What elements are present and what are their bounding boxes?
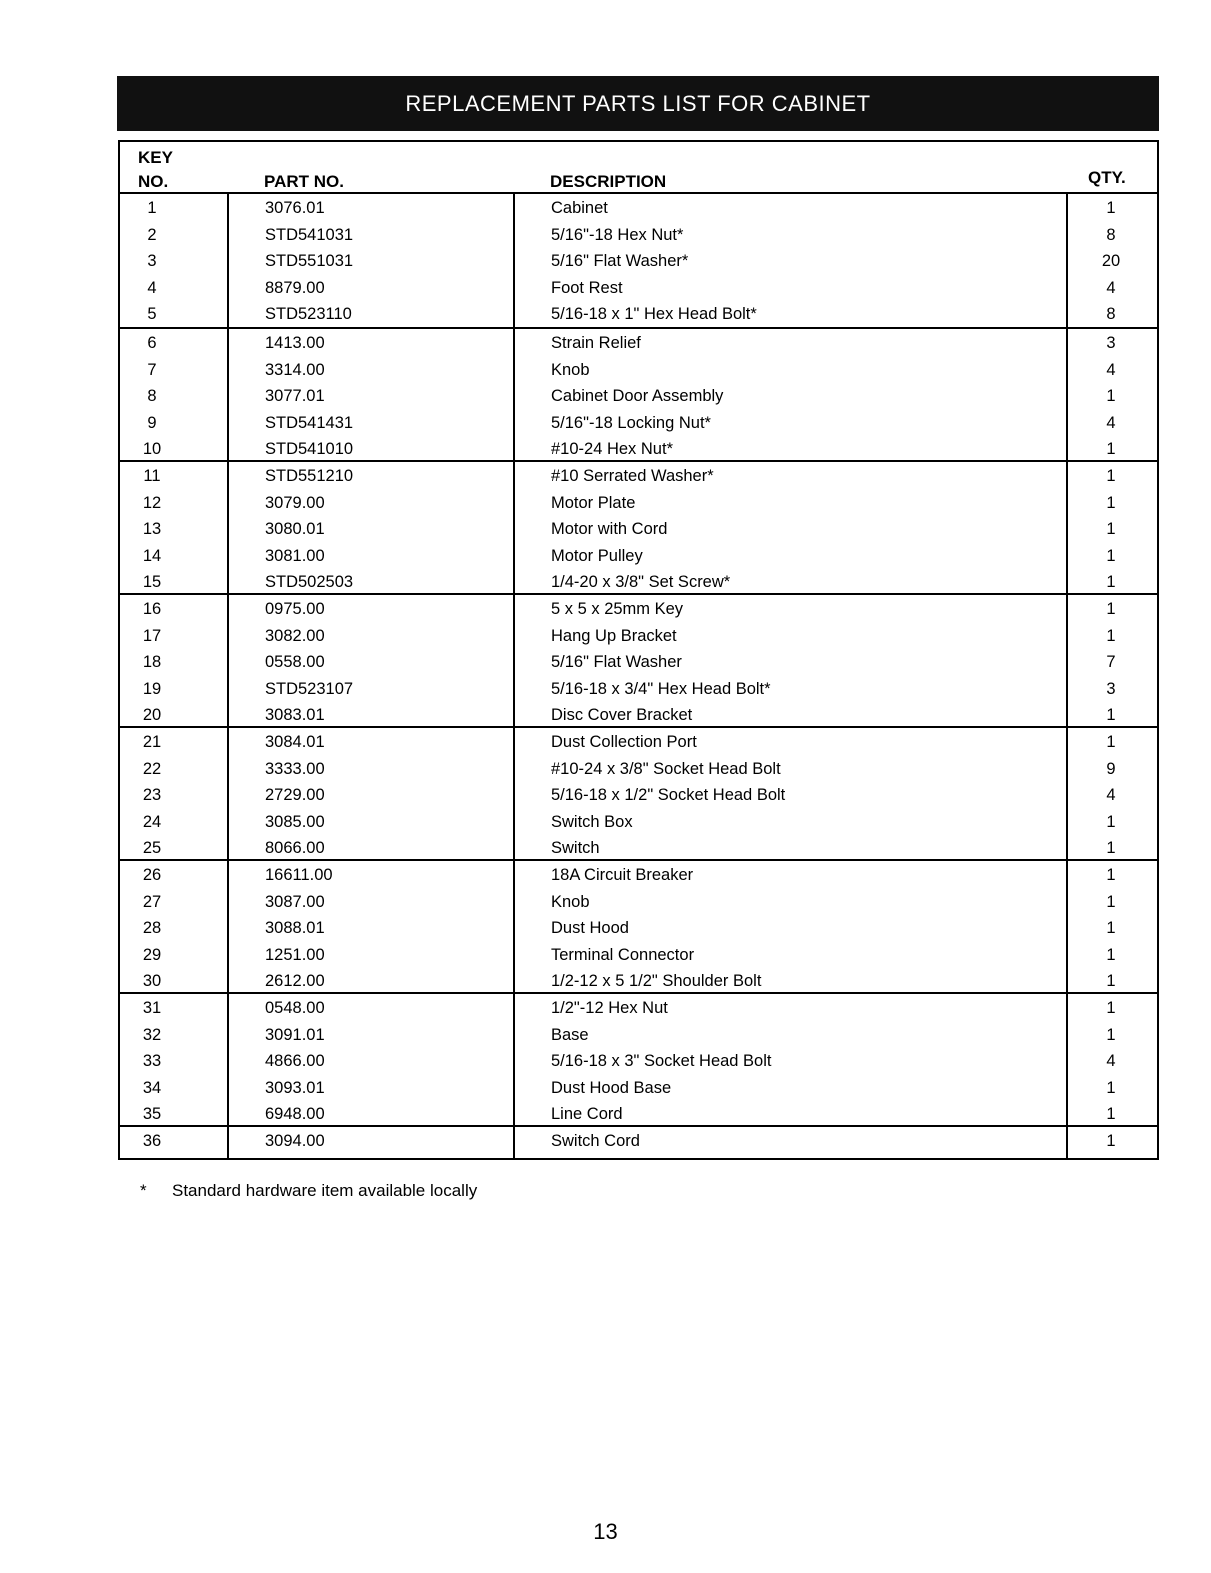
description-cell: 1/2"-12 Hex Nut: [551, 999, 668, 1017]
description-cell: Terminal Connector: [551, 945, 695, 964]
part-no-cell: 4866.00: [265, 1052, 325, 1071]
qty-cell: 1: [1106, 493, 1116, 512]
part-no-cell: STD541031: [265, 225, 354, 244]
description-cell: Switch Cord: [551, 1132, 640, 1150]
description-cell: Knob: [551, 892, 590, 911]
qty-cell: 1: [1106, 945, 1116, 964]
table-row: [120, 808, 1157, 835]
description-cell: Cabinet Door Assembly: [551, 387, 724, 406]
qty-cell: 1: [1106, 733, 1116, 751]
header-qty: QTY.: [1088, 168, 1126, 187]
key-cell: 26: [142, 866, 162, 884]
table-row: [120, 435, 1157, 462]
row-group: [120, 460, 1157, 593]
description-cell: 5 x 5 x 25mm Key: [551, 600, 684, 618]
table-row: [120, 382, 1157, 409]
qty-cell: 1: [1106, 866, 1116, 884]
key-cell: 7: [147, 360, 157, 379]
key-cell: 1: [147, 199, 157, 217]
part-no-cell: 3082.00: [265, 626, 325, 645]
table-row: [120, 595, 1157, 622]
part-no-cell: 3085.00: [265, 812, 325, 831]
description-cell: Switch: [551, 839, 600, 858]
table-row: [120, 274, 1157, 301]
description-cell: Hang Up Bracket: [551, 626, 677, 645]
part-no-cell: 3081.00: [265, 546, 325, 565]
qty-cell: 4: [1106, 1052, 1116, 1071]
key-cell: 8: [147, 387, 157, 406]
table-row: [120, 967, 1157, 994]
key-cell: 28: [142, 919, 162, 938]
qty-cell: 1: [1106, 520, 1116, 539]
qty-cell: 1: [1106, 1025, 1116, 1044]
description-cell: 5/16"-18 Hex Nut*: [551, 225, 684, 244]
qty-cell: 20: [1101, 252, 1121, 271]
key-cell: 10: [142, 440, 162, 459]
key-cell: 33: [142, 1052, 162, 1071]
part-no-cell: 3088.01: [265, 919, 325, 938]
table-row: [120, 194, 1157, 221]
key-cell: 16: [142, 600, 162, 618]
table-row: [120, 329, 1157, 356]
page-number: 13: [593, 1519, 618, 1544]
key-cell: 4: [147, 278, 157, 297]
row-group: [120, 992, 1157, 1125]
key-cell: 5: [147, 305, 157, 324]
part-no-cell: 3333.00: [265, 759, 325, 778]
footnote-text: Standard hardware item available locally: [172, 1181, 478, 1200]
description-cell: 5/16" Flat Washer: [551, 653, 682, 672]
part-no-cell: 3083.01: [265, 706, 325, 725]
table-body: [118, 194, 1159, 1160]
key-cell: 36: [142, 1132, 162, 1150]
description-cell: Foot Rest: [551, 278, 623, 297]
table-row: [120, 356, 1157, 383]
description-cell: 18A Circuit Breaker: [551, 866, 694, 884]
qty-cell: 7: [1106, 653, 1116, 672]
row-group: [120, 593, 1157, 726]
qty-cell: 4: [1106, 786, 1116, 805]
row-group: [120, 859, 1157, 992]
part-no-cell: 0548.00: [265, 999, 325, 1017]
qty-cell: 1: [1106, 999, 1116, 1017]
part-no-cell: 3314.00: [265, 360, 325, 379]
part-no-cell: 3094.00: [265, 1132, 325, 1150]
part-no-cell: 3087.00: [265, 892, 325, 911]
page-title: REPLACEMENT PARTS LIST FOR CABINET: [405, 90, 871, 116]
header-description: DESCRIPTION: [550, 172, 667, 191]
key-cell: 18: [142, 653, 162, 672]
row-group: [120, 327, 1157, 460]
footnote: [140, 1181, 477, 1201]
key-cell: 14: [142, 546, 162, 565]
qty-cell: 1: [1106, 387, 1116, 406]
part-no-cell: 8066.00: [265, 839, 325, 858]
table-row: [120, 755, 1157, 782]
table-row: [120, 861, 1157, 888]
table-row: [120, 888, 1157, 915]
key-cell: 3: [147, 252, 157, 271]
part-no-cell: 2729.00: [265, 786, 325, 805]
qty-cell: 1: [1106, 1105, 1116, 1124]
header-part-no: PART NO.: [264, 172, 344, 191]
table-row: [120, 648, 1157, 675]
page-title-banner: [117, 76, 1159, 131]
qty-cell: 1: [1106, 972, 1116, 991]
key-cell: 30: [142, 972, 162, 991]
description-cell: Line Cord: [551, 1105, 623, 1124]
part-no-cell: 8879.00: [265, 278, 325, 297]
table-row: [120, 1100, 1157, 1127]
description-cell: Cabinet: [551, 199, 608, 217]
part-no-cell: 2612.00: [265, 972, 325, 991]
key-cell: 19: [142, 679, 162, 698]
description-cell: Motor Pulley: [551, 546, 643, 565]
description-cell: #10 Serrated Washer*: [551, 467, 714, 485]
key-cell: 2: [147, 225, 157, 244]
table-row: [120, 515, 1157, 542]
key-cell: 21: [142, 733, 162, 751]
part-no-cell: 3091.01: [265, 1025, 325, 1044]
table-row: [120, 701, 1157, 728]
header-key-line1: KEY: [138, 148, 173, 167]
qty-cell: 1: [1106, 839, 1116, 858]
description-cell: 5/16-18 x 1/2" Socket Head Bolt: [551, 786, 786, 805]
key-cell: 15: [142, 573, 162, 592]
table-row: [120, 834, 1157, 861]
key-cell: 9: [147, 413, 157, 432]
qty-cell: 1: [1106, 706, 1116, 725]
qty-cell: 1: [1106, 812, 1116, 831]
part-no-cell: 3076.01: [265, 199, 325, 217]
key-cell: 17: [142, 626, 162, 645]
part-no-cell: 3080.01: [265, 520, 325, 539]
part-no-cell: STD541010: [265, 440, 354, 459]
table-row: [120, 247, 1157, 274]
qty-cell: 4: [1106, 278, 1116, 297]
table-row: [120, 568, 1157, 595]
table-row: [120, 914, 1157, 941]
parts-table: [118, 140, 1159, 1160]
part-no-cell: 3079.00: [265, 493, 325, 512]
part-no-cell: 1413.00: [265, 334, 325, 352]
table-row: [120, 941, 1157, 968]
table-row: [120, 1074, 1157, 1101]
description-cell: Dust Hood: [551, 919, 629, 938]
description-cell: Disc Cover Bracket: [551, 706, 693, 725]
description-cell: 1/2-12 x 5 1/2" Shoulder Bolt: [551, 972, 762, 991]
table-row: [120, 542, 1157, 569]
table-row: [120, 300, 1157, 327]
table-row: [120, 675, 1157, 702]
part-no-cell: STD523107: [265, 679, 354, 698]
description-cell: 5/16-18 x 1" Hex Head Bolt*: [551, 305, 757, 324]
key-cell: 22: [142, 759, 162, 778]
key-cell: 11: [143, 467, 161, 485]
key-cell: 20: [142, 706, 162, 725]
part-no-cell: 6948.00: [265, 1105, 325, 1124]
key-cell: 23: [142, 786, 162, 805]
part-no-cell: STD551031: [265, 252, 354, 271]
qty-cell: 1: [1106, 919, 1116, 938]
key-cell: 29: [142, 945, 162, 964]
key-cell: 27: [142, 892, 162, 911]
table-row: [120, 1047, 1157, 1074]
qty-cell: 8: [1106, 225, 1116, 244]
qty-cell: 4: [1106, 360, 1116, 379]
qty-cell: 1: [1106, 600, 1116, 618]
description-cell: 1/4-20 x 3/8" Set Screw*: [551, 573, 731, 592]
description-cell: Strain Relief: [551, 334, 641, 352]
description-cell: 5/16-18 x 3" Socket Head Bolt: [551, 1052, 772, 1071]
description-cell: Base: [551, 1025, 589, 1044]
description-cell: Dust Hood Base: [551, 1078, 672, 1097]
qty-cell: 3: [1106, 334, 1116, 352]
table-row: [120, 781, 1157, 808]
part-no-cell: 3093.01: [265, 1078, 325, 1097]
qty-cell: 8: [1106, 305, 1116, 324]
key-cell: 35: [142, 1105, 162, 1124]
key-cell: 34: [142, 1078, 162, 1097]
table-row: [120, 221, 1157, 248]
key-cell: 25: [142, 839, 162, 858]
key-cell: 13: [142, 520, 162, 539]
description-cell: Motor Plate: [551, 493, 636, 512]
key-cell: 6: [147, 334, 157, 352]
part-no-cell: STD523110: [265, 305, 352, 324]
description-cell: Motor with Cord: [551, 520, 668, 539]
header-key-line2: NO.: [138, 172, 169, 191]
qty-cell: 1: [1106, 892, 1116, 911]
table-row: [120, 409, 1157, 436]
part-no-cell: 1251.00: [265, 945, 325, 964]
qty-cell: 1: [1106, 199, 1116, 217]
table-row: [120, 1021, 1157, 1048]
description-cell: #10-24 Hex Nut*: [551, 440, 673, 459]
part-no-cell: 3077.01: [265, 387, 325, 406]
description-cell: 5/16"-18 Locking Nut*: [551, 413, 711, 432]
qty-cell: 1: [1106, 440, 1116, 459]
description-cell: Knob: [551, 360, 590, 379]
part-no-cell: STD551210: [265, 467, 354, 485]
part-no-cell: 3084.01: [265, 733, 325, 751]
qty-cell: 1: [1106, 546, 1116, 565]
part-no-cell: STD502503: [265, 573, 354, 592]
description-cell: 5/16" Flat Washer*: [551, 252, 689, 271]
qty-cell: 1: [1106, 467, 1116, 485]
description-cell: 5/16-18 x 3/4" Hex Head Bolt*: [551, 679, 771, 698]
table-row: [120, 462, 1157, 489]
row-group: [120, 194, 1157, 327]
qty-cell: 4: [1106, 413, 1116, 432]
table-row: [120, 622, 1157, 649]
description-cell: #10-24 x 3/8" Socket Head Bolt: [551, 759, 781, 778]
key-cell: 32: [142, 1025, 162, 1044]
table-row: [120, 728, 1157, 755]
key-cell: 31: [142, 999, 162, 1017]
qty-cell: 3: [1106, 679, 1116, 698]
key-cell: 24: [142, 812, 162, 831]
table-row: [120, 1127, 1157, 1154]
key-cell: 12: [142, 493, 162, 512]
row-group: [120, 726, 1157, 859]
qty-cell: 9: [1106, 759, 1116, 778]
table-header: [118, 140, 1159, 194]
part-no-cell: 16611.00: [265, 866, 333, 884]
part-no-cell: 0558.00: [265, 653, 325, 672]
footnote-asterisk: *: [140, 1181, 147, 1200]
qty-cell: 1: [1106, 1078, 1116, 1097]
qty-cell: 1: [1106, 1132, 1116, 1150]
table-row: [120, 994, 1157, 1021]
part-no-cell: 0975.00: [265, 600, 325, 618]
table-row: [120, 489, 1157, 516]
description-cell: Dust Collection Port: [551, 733, 697, 751]
qty-cell: 1: [1106, 626, 1116, 645]
description-cell: Switch Box: [551, 812, 633, 831]
part-no-cell: STD541431: [265, 413, 354, 432]
qty-cell: 1: [1106, 573, 1116, 592]
